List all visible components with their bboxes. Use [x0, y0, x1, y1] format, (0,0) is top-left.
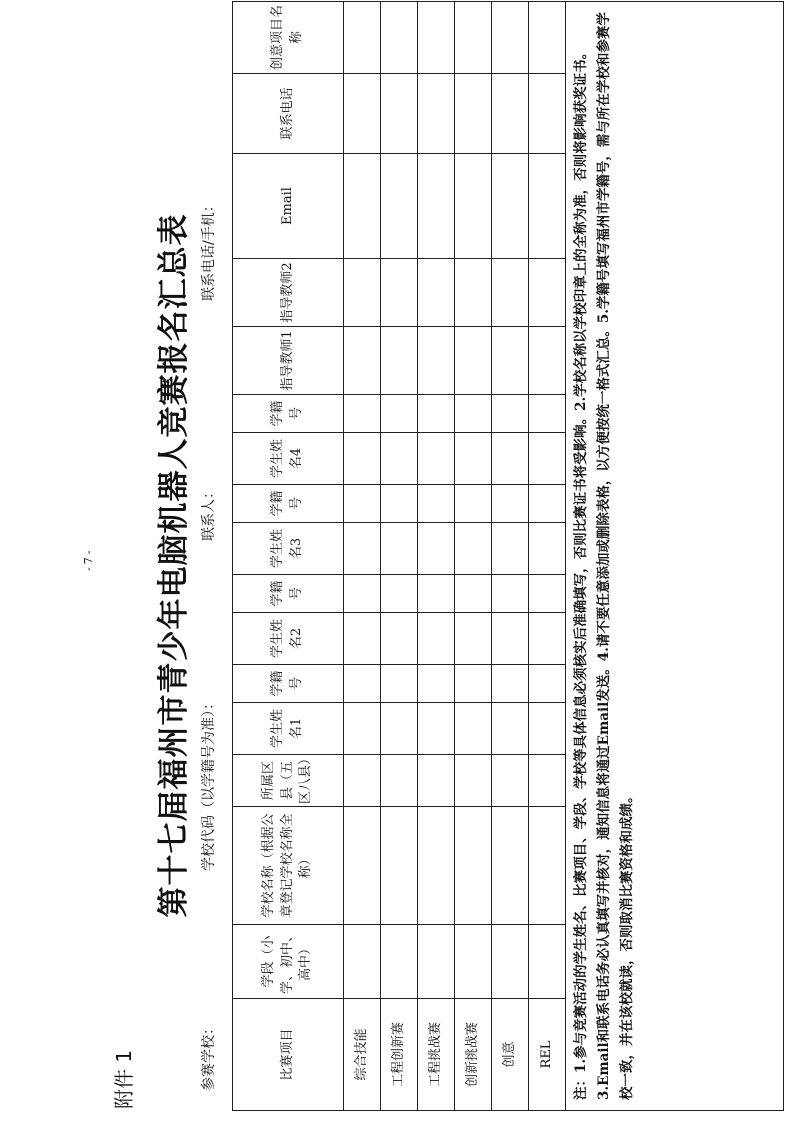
school-label: 参赛学校：	[201, 1021, 217, 1091]
input-cell[interactable]	[418, 523, 455, 575]
input-cell[interactable]	[492, 807, 529, 925]
input-cell[interactable]	[529, 485, 566, 523]
input-cell[interactable]	[455, 523, 492, 575]
input-cell[interactable]	[344, 523, 381, 575]
input-cell[interactable]	[344, 613, 381, 665]
input-cell[interactable]	[529, 807, 566, 925]
header-cell: 比赛项目	[233, 999, 344, 1111]
header-cell: 所属区县（五区八县）	[233, 755, 344, 807]
input-cell[interactable]	[492, 755, 529, 807]
header-cell: 学生姓名1	[233, 703, 344, 755]
input-cell[interactable]	[529, 665, 566, 703]
input-cell[interactable]	[344, 665, 381, 703]
input-cell[interactable]	[381, 755, 418, 807]
school-code-label: 学校代码（以学籍号为准）：	[201, 696, 217, 871]
input-cell[interactable]	[344, 703, 381, 755]
table-row	[344, 2, 381, 1111]
row-label: 工程挑战赛	[418, 999, 455, 1111]
input-cell[interactable]	[418, 259, 455, 327]
header-cell: 学生姓名3	[233, 523, 344, 575]
input-cell[interactable]	[344, 395, 381, 433]
input-cell[interactable]	[529, 154, 566, 259]
input-cell[interactable]	[418, 154, 455, 259]
row-label: REL	[529, 999, 566, 1111]
header-cell: 学籍号	[233, 485, 344, 523]
input-cell[interactable]	[492, 433, 529, 485]
input-cell[interactable]	[381, 395, 418, 433]
header-cell: 学段（小学、初中、高中）	[233, 925, 344, 999]
header-cell: 指导教师1	[233, 327, 344, 395]
header-cell: 联系电话	[233, 74, 344, 154]
input-cell[interactable]	[492, 259, 529, 327]
input-cell[interactable]	[455, 395, 492, 433]
input-cell[interactable]	[455, 807, 492, 925]
input-cell[interactable]	[455, 613, 492, 665]
input-cell[interactable]	[344, 327, 381, 395]
input-cell[interactable]	[381, 613, 418, 665]
input-cell[interactable]	[418, 575, 455, 613]
input-cell[interactable]	[492, 2, 529, 74]
input-cell[interactable]	[492, 575, 529, 613]
input-cell[interactable]	[529, 433, 566, 485]
table-row	[492, 2, 529, 1111]
row-label: 创新挑战赛	[455, 999, 492, 1111]
header-cell: 学籍号	[233, 665, 344, 703]
header-cell: 学生姓名2	[233, 613, 344, 665]
page-title: 第十七届福州市青少年电脑机器人竞赛报名汇总表	[156, 213, 192, 918]
input-cell[interactable]	[492, 665, 529, 703]
input-cell[interactable]	[418, 807, 455, 925]
input-cell[interactable]	[418, 755, 455, 807]
row-label: 综合技能	[344, 999, 381, 1111]
input-cell[interactable]	[344, 575, 381, 613]
input-cell[interactable]	[418, 2, 455, 74]
input-cell[interactable]	[455, 703, 492, 755]
input-cell[interactable]	[529, 575, 566, 613]
input-cell[interactable]	[492, 523, 529, 575]
input-cell[interactable]	[492, 74, 529, 154]
input-cell[interactable]	[344, 755, 381, 807]
input-cell[interactable]	[344, 154, 381, 259]
header-cell: 指导教师2	[233, 259, 344, 327]
table-row	[455, 2, 492, 1111]
row-label: 创意	[492, 999, 529, 1111]
input-cell[interactable]	[455, 154, 492, 259]
header-cell: 学生姓名4	[233, 433, 344, 485]
input-cell[interactable]	[529, 925, 566, 999]
input-cell[interactable]	[418, 395, 455, 433]
input-cell[interactable]	[418, 74, 455, 154]
input-cell[interactable]	[492, 485, 529, 523]
table-header-row	[233, 2, 344, 1111]
input-cell[interactable]	[344, 485, 381, 523]
input-cell[interactable]	[455, 755, 492, 807]
note-row	[566, 2, 784, 1111]
input-cell[interactable]	[344, 433, 381, 485]
input-cell[interactable]	[344, 259, 381, 327]
input-cell[interactable]	[381, 433, 418, 485]
table-note: 注：1.参与竞赛活动的学生姓名、比赛项目、学段、学校等具体信息必须核实后准确填写，否则比赛证书将受影响。2.学校名称以学校印章上的全称为准，否则将影响获奖证书。3.Email和联系电话务必认真填写并核对，通知信息将通过Email发送。4.请不要任意添加或删除表格，以方便按统一格式汇总。5.学籍号填写福州市学籍号，需与所在学校和参赛学校一致，并在该校就读，否则取消比赛资格和成绩。	[566, 2, 784, 1111]
input-cell[interactable]	[529, 259, 566, 327]
header-cell: 创意项目名称	[233, 2, 344, 74]
input-cell[interactable]	[455, 74, 492, 154]
input-cell[interactable]	[381, 665, 418, 703]
input-cell[interactable]	[455, 433, 492, 485]
header-cell: 学籍号	[233, 395, 344, 433]
input-cell[interactable]	[344, 925, 381, 999]
input-cell[interactable]	[455, 2, 492, 74]
input-cell[interactable]	[492, 613, 529, 665]
input-cell[interactable]	[344, 74, 381, 154]
table-row	[418, 2, 455, 1111]
input-cell[interactable]	[381, 703, 418, 755]
input-cell[interactable]	[455, 327, 492, 395]
input-cell[interactable]	[418, 703, 455, 755]
input-cell[interactable]	[418, 925, 455, 999]
input-cell[interactable]	[529, 703, 566, 755]
input-cell[interactable]	[418, 433, 455, 485]
table-row	[529, 2, 566, 1111]
input-cell[interactable]	[381, 154, 418, 259]
input-cell[interactable]	[418, 613, 455, 665]
input-cell[interactable]	[381, 925, 418, 999]
input-cell[interactable]	[529, 2, 566, 74]
input-cell[interactable]	[492, 925, 529, 999]
input-cell[interactable]	[529, 755, 566, 807]
registration-table	[232, 1, 784, 1111]
input-cell[interactable]	[455, 485, 492, 523]
input-cell[interactable]	[381, 807, 418, 925]
phone-label: 联系电话/手机：	[201, 198, 217, 301]
input-cell[interactable]	[418, 665, 455, 703]
input-cell[interactable]	[492, 395, 529, 433]
input-cell[interactable]	[381, 523, 418, 575]
header-cell: Email	[233, 154, 344, 259]
input-cell[interactable]	[455, 665, 492, 703]
input-cell[interactable]	[529, 523, 566, 575]
input-cell[interactable]	[344, 807, 381, 925]
input-cell[interactable]	[455, 925, 492, 999]
input-cell[interactable]	[344, 2, 381, 74]
attachment-label: 附件 1	[112, 1049, 136, 1109]
input-cell[interactable]	[492, 327, 529, 395]
input-cell[interactable]	[381, 74, 418, 154]
input-cell[interactable]	[381, 327, 418, 395]
contact-label: 联系人：	[201, 485, 217, 541]
input-cell[interactable]	[492, 703, 529, 755]
header-cell: 学校名称（根据公章登记学校名称全称）	[233, 807, 344, 925]
input-cell[interactable]	[381, 259, 418, 327]
input-cell[interactable]	[529, 327, 566, 395]
header-cell: 学籍号	[233, 575, 344, 613]
input-cell[interactable]	[418, 485, 455, 523]
input-cell[interactable]	[529, 74, 566, 154]
input-cell[interactable]	[381, 485, 418, 523]
input-cell[interactable]	[455, 259, 492, 327]
input-cell[interactable]	[529, 613, 566, 665]
table-row	[381, 2, 418, 1111]
input-cell[interactable]	[381, 2, 418, 74]
input-cell[interactable]	[418, 327, 455, 395]
row-label: 工程创新赛	[381, 999, 418, 1111]
page-number: -7-	[82, 547, 95, 571]
input-cell[interactable]	[455, 575, 492, 613]
input-cell[interactable]	[381, 575, 418, 613]
input-cell[interactable]	[492, 154, 529, 259]
input-cell[interactable]	[529, 395, 566, 433]
